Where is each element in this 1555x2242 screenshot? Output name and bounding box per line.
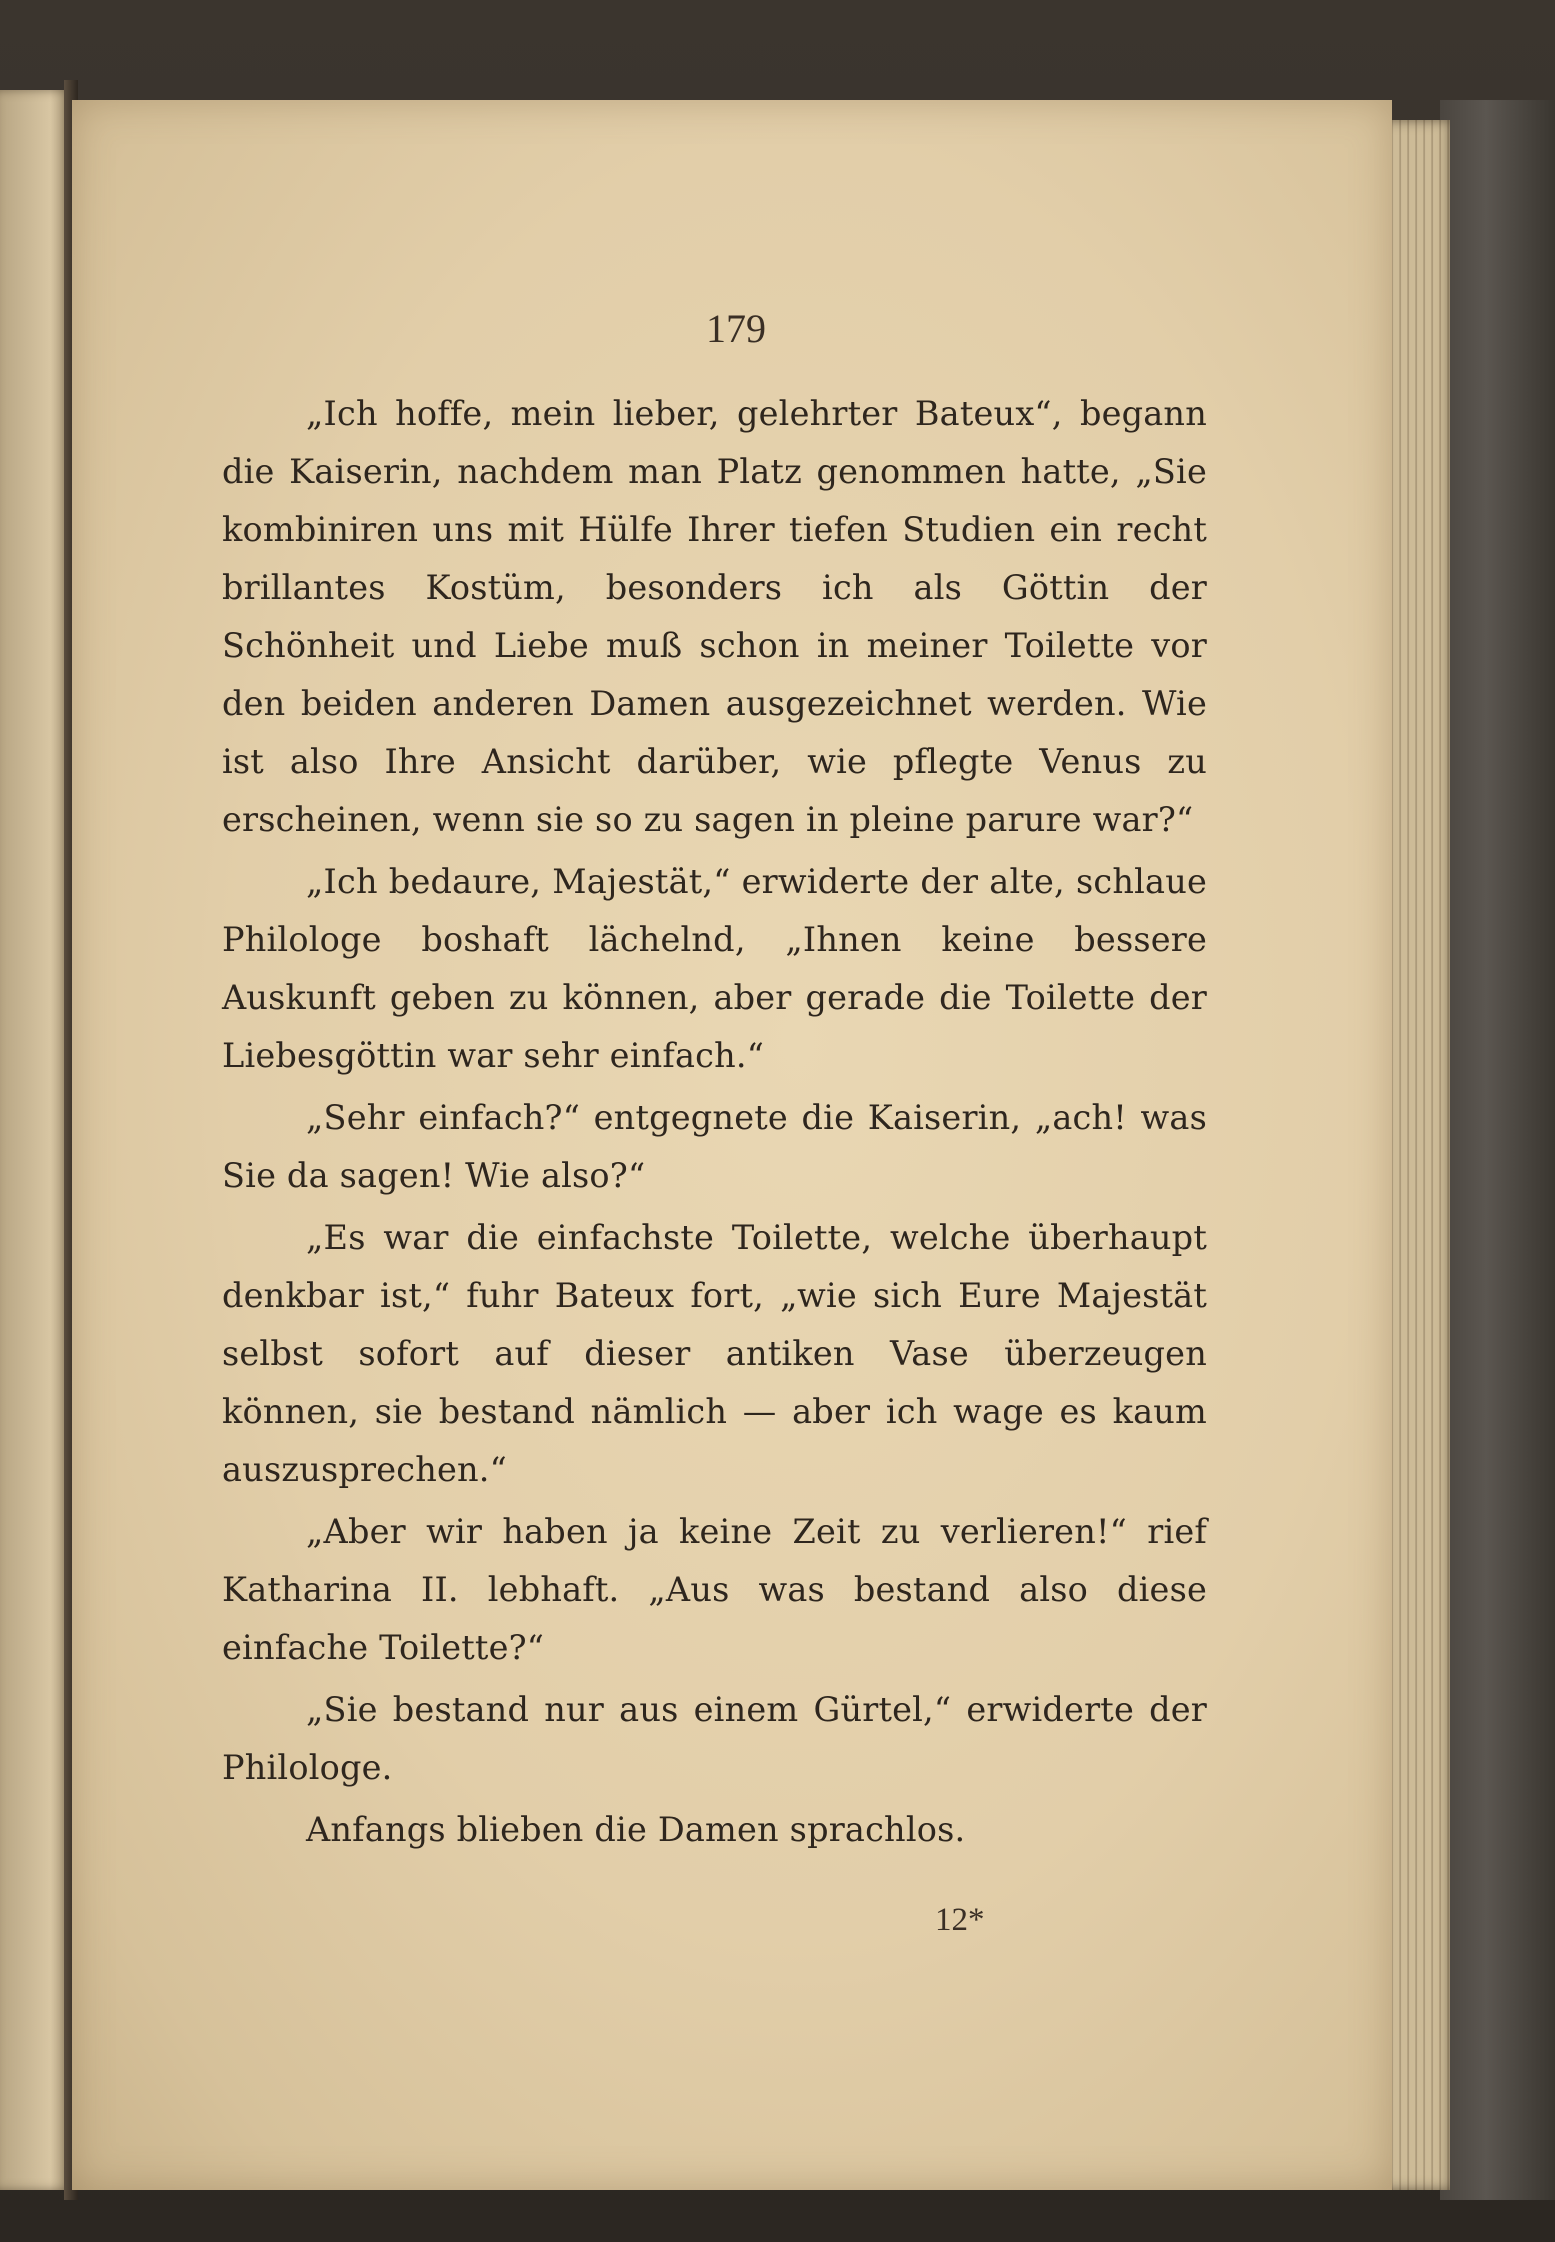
paragraph: „Ich hoffe, mein lieber, gelehrter Bateux“, begann die Kaiserin, nachdem man Platz genommen hatte, „Sie kombiniren uns mit Hülfe Ihrer tiefen Studien ein recht brillantes Kostüm, besonders ich als Göttin der Schönheit und Liebe muß schon in meiner Toilette vor den beiden anderen Damen ausgezeichnet werden. Wie ist also Ihre Ansicht darüber, wie pflegte Venus zu erscheinen, wenn sie so zu sagen in pleine parure war?“ bbox=[222, 394, 1207, 839]
paragraph: Anfangs blieben die Damen sprachlos. bbox=[306, 1810, 966, 1849]
paragraph: „Ich bedaure, Majestät,“ erwiderte der alte, schlaue Philologe boshaft lächelnd, „Ihnen keine bessere Auskunft geben zu können, aber gerade die Toilette der Liebesgöttin war sehr einfach.“ bbox=[222, 862, 1207, 1075]
paragraph: „Aber wir haben ja keine Zeit zu verlieren!“ rief Katharina II. lebhaft. „Aus was bestand also diese einfache Toilette?“ bbox=[222, 1512, 1207, 1667]
left-page-edge bbox=[0, 90, 72, 2190]
book-cover-edge bbox=[1440, 100, 1555, 2200]
paragraph: „Sehr einfach?“ entgegnete die Kaiserin, „ach! was Sie da sagen! Wie also?“ bbox=[222, 1098, 1207, 1195]
page-number: 179 bbox=[706, 306, 766, 351]
paragraph: „Sie bestand nur aus einem Gürtel,“ erwiderte der Philologe. bbox=[222, 1690, 1207, 1787]
printer-signature-mark: 12* bbox=[935, 1902, 985, 1938]
paragraph: „Es war die einfachste Toilette, welche überhaupt denkbar ist,“ fuhr Bateux fort, „wie sich Eure Majestät selbst sofort auf dieser antiken Vase überzeugen können, sie bestand nämlich — aber ich wage es kaum auszusprechen.“ bbox=[222, 1218, 1207, 1489]
page-body-text bbox=[222, 385, 1207, 1863]
